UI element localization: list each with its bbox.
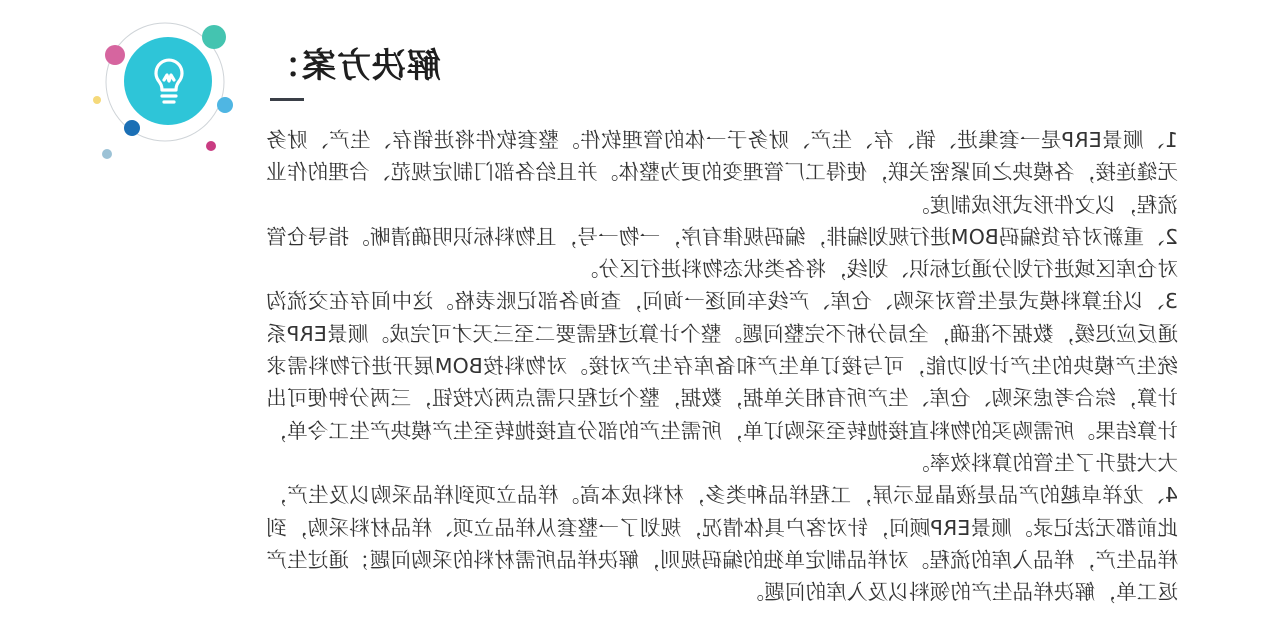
magenta-dot	[206, 141, 216, 151]
solution-paragraph-4: 4、龙祥卓越的产品是液晶显示屏，工程样品种类多，材料成本高。样品立项到样品采购以及生产，此前都无法记录。顺景ERP顾问，针对客户具体情况，规划了一整套从样品立项、样品材料采购，到样品生产，样品入库的流程。对样品制定单独的编码规则，解决样品所需材料的采购问题；通过生产返工单，解决样品生产的领料以及入库的问题。	[266, 483, 1178, 605]
teal-dot	[202, 25, 226, 49]
solution-body	[266, 124, 1178, 608]
yellow-dot	[93, 96, 101, 104]
title-underline	[270, 98, 304, 101]
light-blue-dot	[217, 97, 233, 113]
solution-paragraph-1: 1、顺景ERP是一套集进、销、存、生产、财务于一体的管理软件。整套软件将进销存、生产、财务无缝连接，各模块之间紧密关联，使得工厂管理变的更为整体。并且给各部门制定规范、合理的作业流程，以文件形式形成制度。	[266, 128, 1178, 217]
page-title: 解决方案：	[266, 46, 441, 86]
title-block	[266, 38, 441, 108]
gray-dot	[102, 149, 112, 159]
solution-paragraph-2: 2、重新对存货编码BOM进行规划编排，编码规律有序，一物一号，且物料标识明确清晰。指导仓管对仓库区域进行划分通过标识、划线，将各类状态物料进行区分。	[266, 224, 1178, 282]
solution-paragraph-3: 3、以往算料模式是生管对采购、仓库、产线车间逐一询问，查询各部记账表格。这中间存在交流沟通反应迟缓，数据不准确，全局分析不完整问题。整个计算过程需要二至三天才可完成。顺景ERP系统生产模块的生产计划功能，可与接订单生产和备库存生产对接。对物料按BOM展开进行物料需求计算，综合考虑采购、仓库、生产所有相关单据，数据，整个过程只需点两次按钮，三两分钟便可出计算结果。所需购买的物料直接抛转至采购订单，所需生产的部分直接抛转至生产模块产生工令单，大大提升了生管的算料效率。	[266, 289, 1178, 475]
lightbulb-badge	[86, 18, 236, 168]
blue-dot	[124, 120, 140, 136]
pink-dot	[105, 45, 125, 65]
